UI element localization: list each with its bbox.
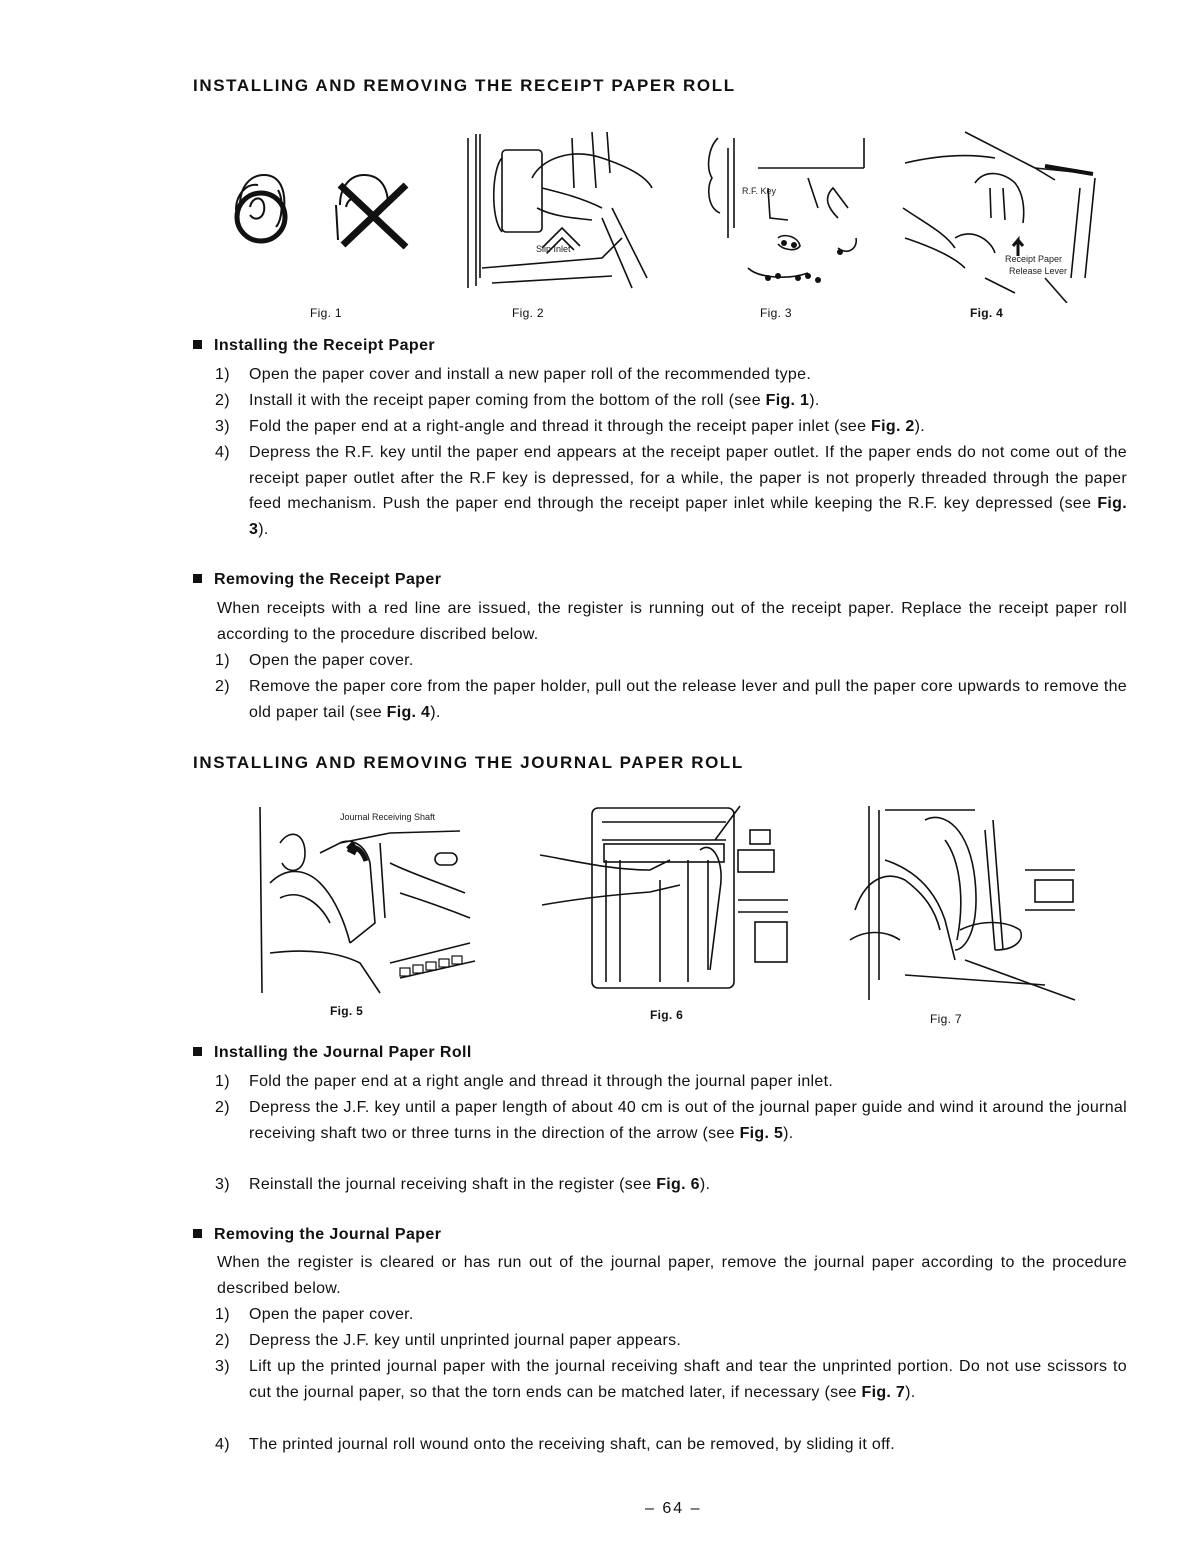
fig3-label: R.F. Key — [742, 186, 777, 196]
fig7-illustration — [845, 800, 1080, 1005]
list-item: 2) Install it with the receipt paper coming from the bottom of the roll (see Fig. 1). — [215, 392, 820, 409]
bullet-icon — [193, 1047, 202, 1056]
bullet-icon — [193, 340, 202, 349]
fig2-label: Slip Inlet — [536, 244, 571, 254]
list-item: 3) Reinstall the journal receiving shaft in the register (see Fig. 6). — [215, 1176, 711, 1193]
fig7-caption: Fig. 7 — [930, 1012, 962, 1026]
list-item: 1) Open the paper cover. — [215, 652, 414, 669]
fig5-illustration — [250, 803, 490, 1003]
section-heading-journal: INSTALLING AND REMOVING THE JOURNAL PAPER ROLL — [193, 753, 744, 772]
fig4-caption: Fig. 4 — [970, 306, 1004, 320]
fig1-caption: Fig. 1 — [310, 306, 342, 320]
list-item: 4) The printed journal roll wound onto the receiving shaft, can be removed, by sliding it off. — [215, 1436, 896, 1453]
list-item: 3) Fold the paper end at a right-angle and thread it through the receipt paper inlet (see Fig. 2). — [215, 418, 926, 435]
fig4-label-receipt-paper: Receipt Paper — [1005, 254, 1063, 264]
fig2-illustration — [462, 128, 662, 298]
subheading-removing-receipt: Removing the Receipt Paper — [193, 571, 441, 589]
removing-receipt-intro: When receipts with a red line are issued, the register is running out of the receipt paper. Replace the receipt paper roll according to the procedure discribed below. — [217, 600, 1127, 643]
section-heading-receipt: INSTALLING AND REMOVING THE RECEIPT PAPER ROLL — [193, 76, 736, 95]
list-item: 1) Open the paper cover. — [215, 1306, 414, 1323]
removing-journal-intro: When the register is cleared or has run out of the journal paper, remove the journal paper according to the procedure described below. — [217, 1254, 1127, 1297]
fig6-illustration — [540, 800, 790, 995]
fig2-caption: Fig. 2 — [512, 306, 544, 320]
fig3-illustration — [688, 128, 888, 288]
page-number: – 64 – — [645, 1500, 702, 1517]
fig5-caption: Fig. 5 — [330, 1004, 364, 1018]
list-item: 4) Depress the R.F. key until the paper end appears at the receipt paper outlet. If the paper ends do not come out of the receipt paper outlet after the R.F key is depressed, for a while, the paper is not properly threaded through the paper feed mechanism. Push the paper end through the receipt paper inlet while keeping the R.F. key depressed (see Fig. 3). — [215, 444, 1127, 538]
fig6-caption: Fig. 6 — [650, 1008, 684, 1022]
fig4-label-release-lever: Release Lever — [1009, 266, 1068, 276]
bullet-icon — [193, 1229, 202, 1238]
list-item: 3) Lift up the printed journal paper with the journal receiving shaft and tear the unprinted portion. Do not use scissors to cut the journal paper, so that the torn ends can be matched later, if necessary (see Fig. 7). — [215, 1358, 1127, 1401]
list-item: 2) Depress the J.F. key until unprinted journal paper appears. — [215, 1332, 682, 1349]
list-item: 2) Depress the J.F. key until a paper length of about 40 cm is out of the journal paper guide and wind it around the journal receiving shaft two or three turns in the direction of the arrow (see Fig. 5). — [215, 1099, 1127, 1142]
list-item: 1) Fold the paper end at a right angle and thread it through the journal paper inlet. — [215, 1073, 834, 1090]
list-item: 1) Open the paper cover and install a new paper roll of the recommended type. — [215, 366, 812, 383]
fig4-illustration — [895, 128, 1105, 303]
fig3-caption: Fig. 3 — [760, 306, 792, 320]
list-item: 2) Remove the paper core from the paper holder, pull out the release lever and pull the paper core upwards to remove the old paper tail (see Fig. 4). — [215, 678, 1127, 721]
subheading-installing-journal: Installing the Journal Paper Roll — [193, 1044, 472, 1062]
subheading-removing-journal: Removing the Journal Paper — [193, 1226, 441, 1244]
fig1-illustration — [228, 165, 428, 260]
fig5-label: Journal Receiving Shaft — [340, 812, 436, 822]
subheading-installing-receipt: Installing the Receipt Paper — [193, 337, 435, 355]
bullet-icon — [193, 574, 202, 583]
